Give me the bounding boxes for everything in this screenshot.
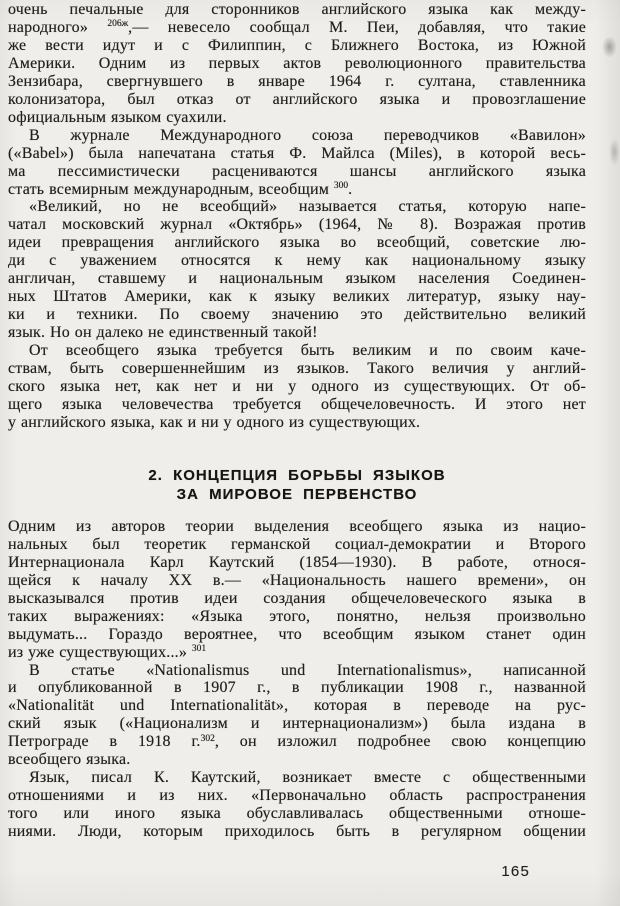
text-line: В журнале Международного союза переводчиков «Вавилон» — [29, 126, 586, 144]
text-line: Америки. Одним из первых актов революционного правительства — [8, 54, 586, 72]
text-line: ниями. Люди, которым приходилось быть в регулярном общении — [8, 823, 586, 841]
text-line: чатал московский журнал «Октябрь» (1964, № 8). Возражая против — [8, 216, 586, 234]
text-line: ма пессимистически расцениваются шансы английского языка — [8, 162, 586, 180]
text-line: из уже существующих...» $^{301}$ — [8, 643, 207, 661]
text-line: щего языка человечества требуется общечеловечность. И этого нет — [8, 395, 586, 413]
section-heading-line: 2. КОНЦЕПЦИЯ БОРЬБЫ ЯЗЫКОВ — [148, 466, 446, 484]
text-line: «Nationalität und Internationalität», которая в переводе на рус- — [8, 697, 586, 715]
text-line: нальных был теоретик германской социал-демократии и Второго — [8, 535, 586, 553]
scan-smudge — [609, 138, 620, 166]
text-line: В статье «Nationalismus und Internationalismus», написанной — [29, 661, 586, 679]
text-line: выдумать... Гораздо вероятнее, что всеобщим языком станет один — [8, 625, 586, 643]
paragraph — [8, 769, 586, 841]
text-line: очень печальные для сторонников английского языка как между- — [8, 1, 586, 18]
paragraph — [8, 518, 586, 662]
text-line: официальным языком суахили. — [8, 108, 227, 126]
text-line: Одним из авторов теории выделения всеобщего языка из нацио- — [8, 517, 586, 535]
text-line: всеобщего языка. — [8, 751, 131, 769]
text-line: «Великий, но не всеобщий» называется статья, которую напе- — [29, 198, 586, 216]
text-line: отношениями и из них. «Первоначально область распространения — [8, 787, 586, 805]
text-line: стать всемирным международным, всеобщим $^{300}$. — [8, 180, 353, 198]
text-line: колонизатора, был отказ от английского языка и провозглашение — [8, 90, 586, 108]
text-line: ствам, быть совершеннейшим из языков. Такого величия у англий- — [8, 360, 586, 378]
text-line: щейся к началу XX в.— «Национальность нашего времени», он — [8, 571, 586, 589]
paragraph — [8, 1, 586, 127]
section-heading — [8, 466, 586, 504]
text-line: того или иного языка обуславливалась общественными отноше- — [8, 805, 586, 823]
text-line: ных Штатов Америки, как к языку великих литератур, языку нау- — [8, 288, 586, 306]
page-text — [8, 1, 586, 880]
text-line: таких выражениях: «Языка этого, понятно, нельзя произвольно — [8, 607, 586, 625]
text-line: («Babel») была напечатана статья Ф. Майлса (Miles), в которой весь- — [8, 144, 586, 162]
paragraph — [8, 127, 586, 199]
page-number: 165 — [501, 863, 530, 881]
text-line: язык. Но он далеко не единственный такой! — [8, 324, 318, 342]
paragraph — [8, 198, 586, 342]
text-line: ского языка нет, как нет и ни у одного из существующих. От об- — [8, 378, 586, 396]
section-heading-line: ЗА МИРОВОЕ ПЕРВЕНСТВО — [176, 485, 418, 503]
text-line: Язык, писал К. Каутский, возникает вместе с общественными — [29, 769, 586, 787]
text-line: же вести идут и с Филиппин, с Ближнего Востока, из Южной — [8, 36, 586, 54]
text-line: ский язык («Национализм и интернационализм») была издана в — [8, 715, 586, 733]
text-line: у английского языка, как и ни у одного из существующих. — [8, 413, 421, 431]
text-line: От всеобщего языка требуется быть великим и по своим каче- — [29, 342, 586, 360]
text-line: ки и техники. По своему значению это действительно великий — [8, 306, 586, 324]
paragraph — [8, 662, 586, 770]
paragraph — [8, 342, 586, 432]
text-line: народного» $^{206ж}$,— невесело сообщал М. Пеи, добавляя, что такие — [8, 18, 587, 36]
text-line: Зензибара, свергнувшего в январе 1964 г. султана, ставленника — [8, 72, 586, 90]
text-line: Интернационала Карл Каутский (1854—1930). В работе, относя- — [8, 553, 586, 571]
text-line: и опубликованной в 1907 г., в публикации 1908 г., названной — [8, 679, 586, 697]
text-line: Петрограде в 1918 г.$^{302}$, он изложил подробнее свою концепцию — [8, 733, 586, 751]
text-line: высказывался против идеи создания общечеловеческого языка в — [8, 589, 586, 607]
text-line: англичан, ставшему и национальным языком населения Соединен- — [8, 270, 586, 288]
text-line: идеи превращения английского языка во всеобщий, советские лю- — [8, 234, 586, 252]
scan-smudge — [602, 36, 617, 58]
text-line: ди с уважением относятся к нему как национальному языку — [8, 252, 586, 270]
